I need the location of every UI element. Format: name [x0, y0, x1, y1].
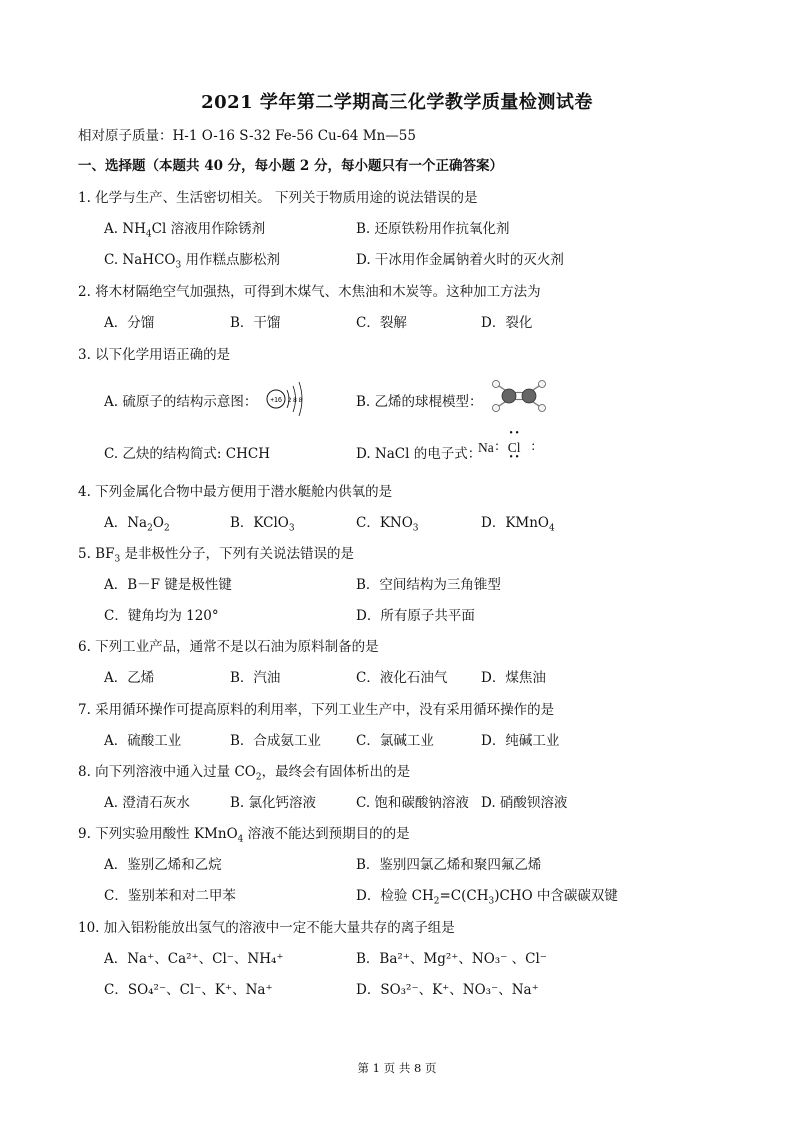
q3-option-c: C. 乙炔的结构简式: CHCH: [104, 446, 270, 462]
q4-option-c: C．$KNO_3$: [356, 515, 419, 534]
q9-option-d: D．检验 $CH_2=C(CH_3)CHO$ 中含碳碳双键: [356, 888, 618, 907]
hydrogen-ball: [539, 405, 546, 412]
q1-option-b: B. 还原铁粉用作抗氧化剂: [356, 221, 510, 237]
q9-option-a: A．鉴别乙烯和乙烷: [104, 857, 222, 873]
question-2-stem: 2. 将木材隔绝空气加强热，可得到木煤气、木焦油和木炭等。这种加工方法为: [78, 284, 541, 300]
q6-option-c: C．液化石油气: [356, 670, 448, 686]
q2-option-b: B．干馏: [230, 315, 281, 331]
q10-option-d: D．SO₃²⁻、K⁺、NO₃⁻、Na⁺: [356, 982, 539, 998]
atomic-masses: 相对原子质量：H-1 O-16 S-32 Fe-56 Cu-64 Mn—55: [78, 128, 416, 144]
q3-option-a: A. 硫原子的结构示意图：: [104, 394, 258, 410]
sulfur-atom-diagram: [264, 378, 310, 418]
question-4-stem: 4. 下列金属化合物中最方便用于潜水艇舱内供氧的是: [78, 484, 393, 500]
q1-option-a: A. $NH_4Cl$ 溶液用作除锈剂: [104, 221, 266, 240]
q4-option-d: D．KMnO$_4$: [481, 515, 555, 534]
q7-option-a: A．硫酸工业: [104, 733, 182, 749]
q7-option-b: B．合成氨工业: [230, 733, 321, 749]
q6-option-a: A．乙烯: [104, 670, 155, 686]
q6-option-d: D．煤焦油: [481, 670, 546, 686]
q10-option-c: C．SO₄²⁻、Cl⁻、K⁺、Na⁺: [104, 982, 273, 998]
question-7-stem: 7. 采用循环操作可提高原料的利用率，下列工业生产中，没有采用循环操作的是: [78, 702, 555, 718]
q6-option-b: B．汽油: [230, 670, 281, 686]
carbon-ball: [502, 389, 516, 403]
q8-option-b: B. 氯化钙溶液: [230, 795, 317, 811]
question-5-stem: 5. $BF_3$ 是非极性分子，下列有关说法错误的是: [78, 546, 354, 565]
q3-option-b: B. 乙烯的球棍模型：: [356, 394, 483, 410]
exam-title: 2021 学年第二学期高三化学教学质量检测试卷: [201, 92, 593, 113]
q10-option-b: B．Ba²⁺、Mg²⁺、NO₃⁻ 、Cl⁻: [356, 951, 547, 967]
hydrogen-ball: [493, 405, 500, 412]
q9-option-b: B．鉴别四氯乙烯和聚四氟乙烯: [356, 857, 542, 873]
q4-option-a: A．$Na_2O_2$: [104, 515, 170, 534]
q1-option-c: C. NaHCO$_3$ 用作糕点膨松剂: [104, 252, 280, 271]
carbon-ball: [522, 389, 536, 403]
q10-option-a: A．Na⁺、Ca²⁺、Cl⁻、NH₄⁺: [104, 951, 284, 967]
q5-option-c: C．键角均为 120°: [104, 608, 219, 624]
ethylene-ball-stick-model: [488, 378, 550, 414]
q5-option-b: B．空间结构为三角锥型: [356, 577, 501, 593]
q2-option-c: C．裂解: [356, 315, 407, 331]
shell-electrons: 2 8 8: [287, 397, 303, 404]
question-1-stem: 1. 化学与生产、生活密切相关。 下列关于物质用途的说法错误的是: [78, 190, 478, 206]
question-9-stem: 9. 下列实验用酸性 KMnO$_4$ 溶液不能达到预期目的的是: [78, 826, 410, 845]
q7-option-d: D．纯碱工业: [481, 733, 560, 749]
q8-option-a: A. 澄清石灰水: [104, 795, 190, 811]
nacl-electron-formula: Na • • : Cl : • •: [478, 428, 536, 463]
q2-option-a: A．分馏: [104, 315, 155, 331]
q1-option-d: D. 干冰用作金属钠着火时的灭火剂: [356, 252, 564, 268]
q2-option-d: D．裂化: [481, 315, 533, 331]
page-footer: 第 1 页 共 8 页: [357, 1061, 437, 1075]
question-3-stem: 3. 以下化学用语正确的是: [78, 347, 231, 363]
q3-option-d: D. NaCl 的电子式：: [356, 446, 482, 462]
q8-option-d: D. 硝酸钡溶液: [481, 795, 568, 811]
q5-option-a: A．B－F 键是极性键: [104, 577, 232, 593]
q8-option-c: C. 饱和碳酸钠溶液: [356, 795, 469, 811]
q7-option-c: C．氯碱工业: [356, 733, 434, 749]
q9-option-c: C．鉴别苯和对二甲苯: [104, 888, 236, 904]
question-6-stem: 6. 下列工业产品，通常不是以石油为原料制备的是: [78, 639, 379, 655]
q5-option-d: D．所有原子共平面: [356, 608, 475, 624]
hydrogen-ball: [493, 381, 500, 388]
hydrogen-ball: [539, 381, 546, 388]
question-8-stem: 8. 向下列溶液中通入过量 $CO_2$，最终会有固体析出的是: [78, 764, 411, 783]
question-10-stem: 10. 加入铝粉能放出氢气的溶液中一定不能大量共存的离子组是: [78, 920, 455, 936]
q4-option-b: B．KClO$_3$: [230, 515, 295, 534]
section-heading: 一、选择题（本题共 40 分，每小题 2 分，每小题只有一个正确答案）: [78, 158, 503, 174]
nucleus-label: +16: [270, 397, 282, 404]
